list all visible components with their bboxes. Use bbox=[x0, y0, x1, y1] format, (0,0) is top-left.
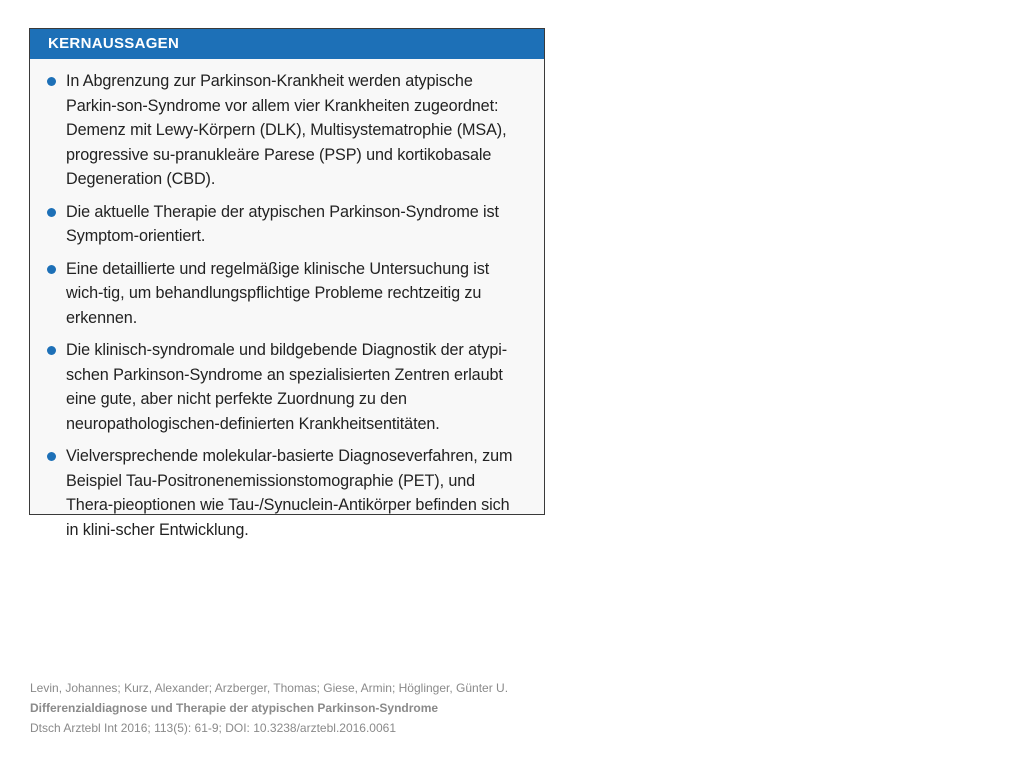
citation-block bbox=[30, 678, 508, 738]
key-point-2 bbox=[44, 200, 526, 249]
bullet-dot-icon bbox=[47, 77, 56, 86]
bullet-dot-icon bbox=[47, 265, 56, 274]
key-point-4 bbox=[44, 338, 526, 436]
key-point-text: In Abgrenzung zur Parkinson-Krankheit werden atypische Parkin-son-Syndrome vor allem vier Krankheiten zugeordnet: Demenz mit Lewy-Körpern (DLK), Multisystematrophie (MSA), progressive su-pranukleäre Parese (PSP) und kortikobasale Degeneration (CBD). bbox=[66, 72, 507, 188]
key-point-text: Eine detaillierte und regelmäßige klinische Untersuchung ist wich-tig, um behandlungspflichtige Probleme rechtzeitig zu erkennen. bbox=[66, 259, 490, 327]
key-points-list bbox=[30, 59, 544, 542]
key-point-5 bbox=[44, 444, 526, 542]
key-point-3 bbox=[44, 257, 526, 331]
key-point-text: Die klinisch-syndromale und bildgebende Diagnostik der atypi-schen Parkinson-Syndrome an spezialisierten Zentren erlaubt eine gute, aber nicht perfekte Zuordnung zu den neuropathologischen-definierten Krankheitsentitäten. bbox=[66, 341, 508, 433]
bullet-dot-icon bbox=[47, 208, 56, 217]
box-heading: KERNAUSSAGEN bbox=[30, 29, 544, 59]
key-statements-box bbox=[29, 28, 545, 539]
bullet-dot-icon bbox=[47, 452, 56, 461]
citation-authors: Levin, Johannes; Kurz, Alexander; Arzberger, Thomas; Giese, Armin; Höglinger, Günter U. bbox=[30, 681, 509, 695]
key-point-1 bbox=[44, 69, 526, 192]
bullet-dot-icon bbox=[47, 346, 56, 355]
key-point-text: Die aktuelle Therapie der atypischen Parkinson-Syndrome ist Symptom-orientiert. bbox=[66, 202, 499, 245]
citation-source: Dtsch Arztebl Int 2016; 113(5): 61-9; DOI: 10.3238/arztebl.2016.0061 bbox=[30, 721, 397, 735]
key-point-text: Vielversprechende molekular-basierte Diagnoseverfahren, zum Beispiel Tau-Positronenemissionstomographie (PET), und Thera-pieoptionen wie Tau-/Synuclein-Antikörper befinden sich in klini-scher Entwicklung. bbox=[66, 447, 513, 539]
citation-title: Differenzialdiagnose und Therapie der atypischen Parkinson-Syndrome bbox=[30, 701, 439, 715]
